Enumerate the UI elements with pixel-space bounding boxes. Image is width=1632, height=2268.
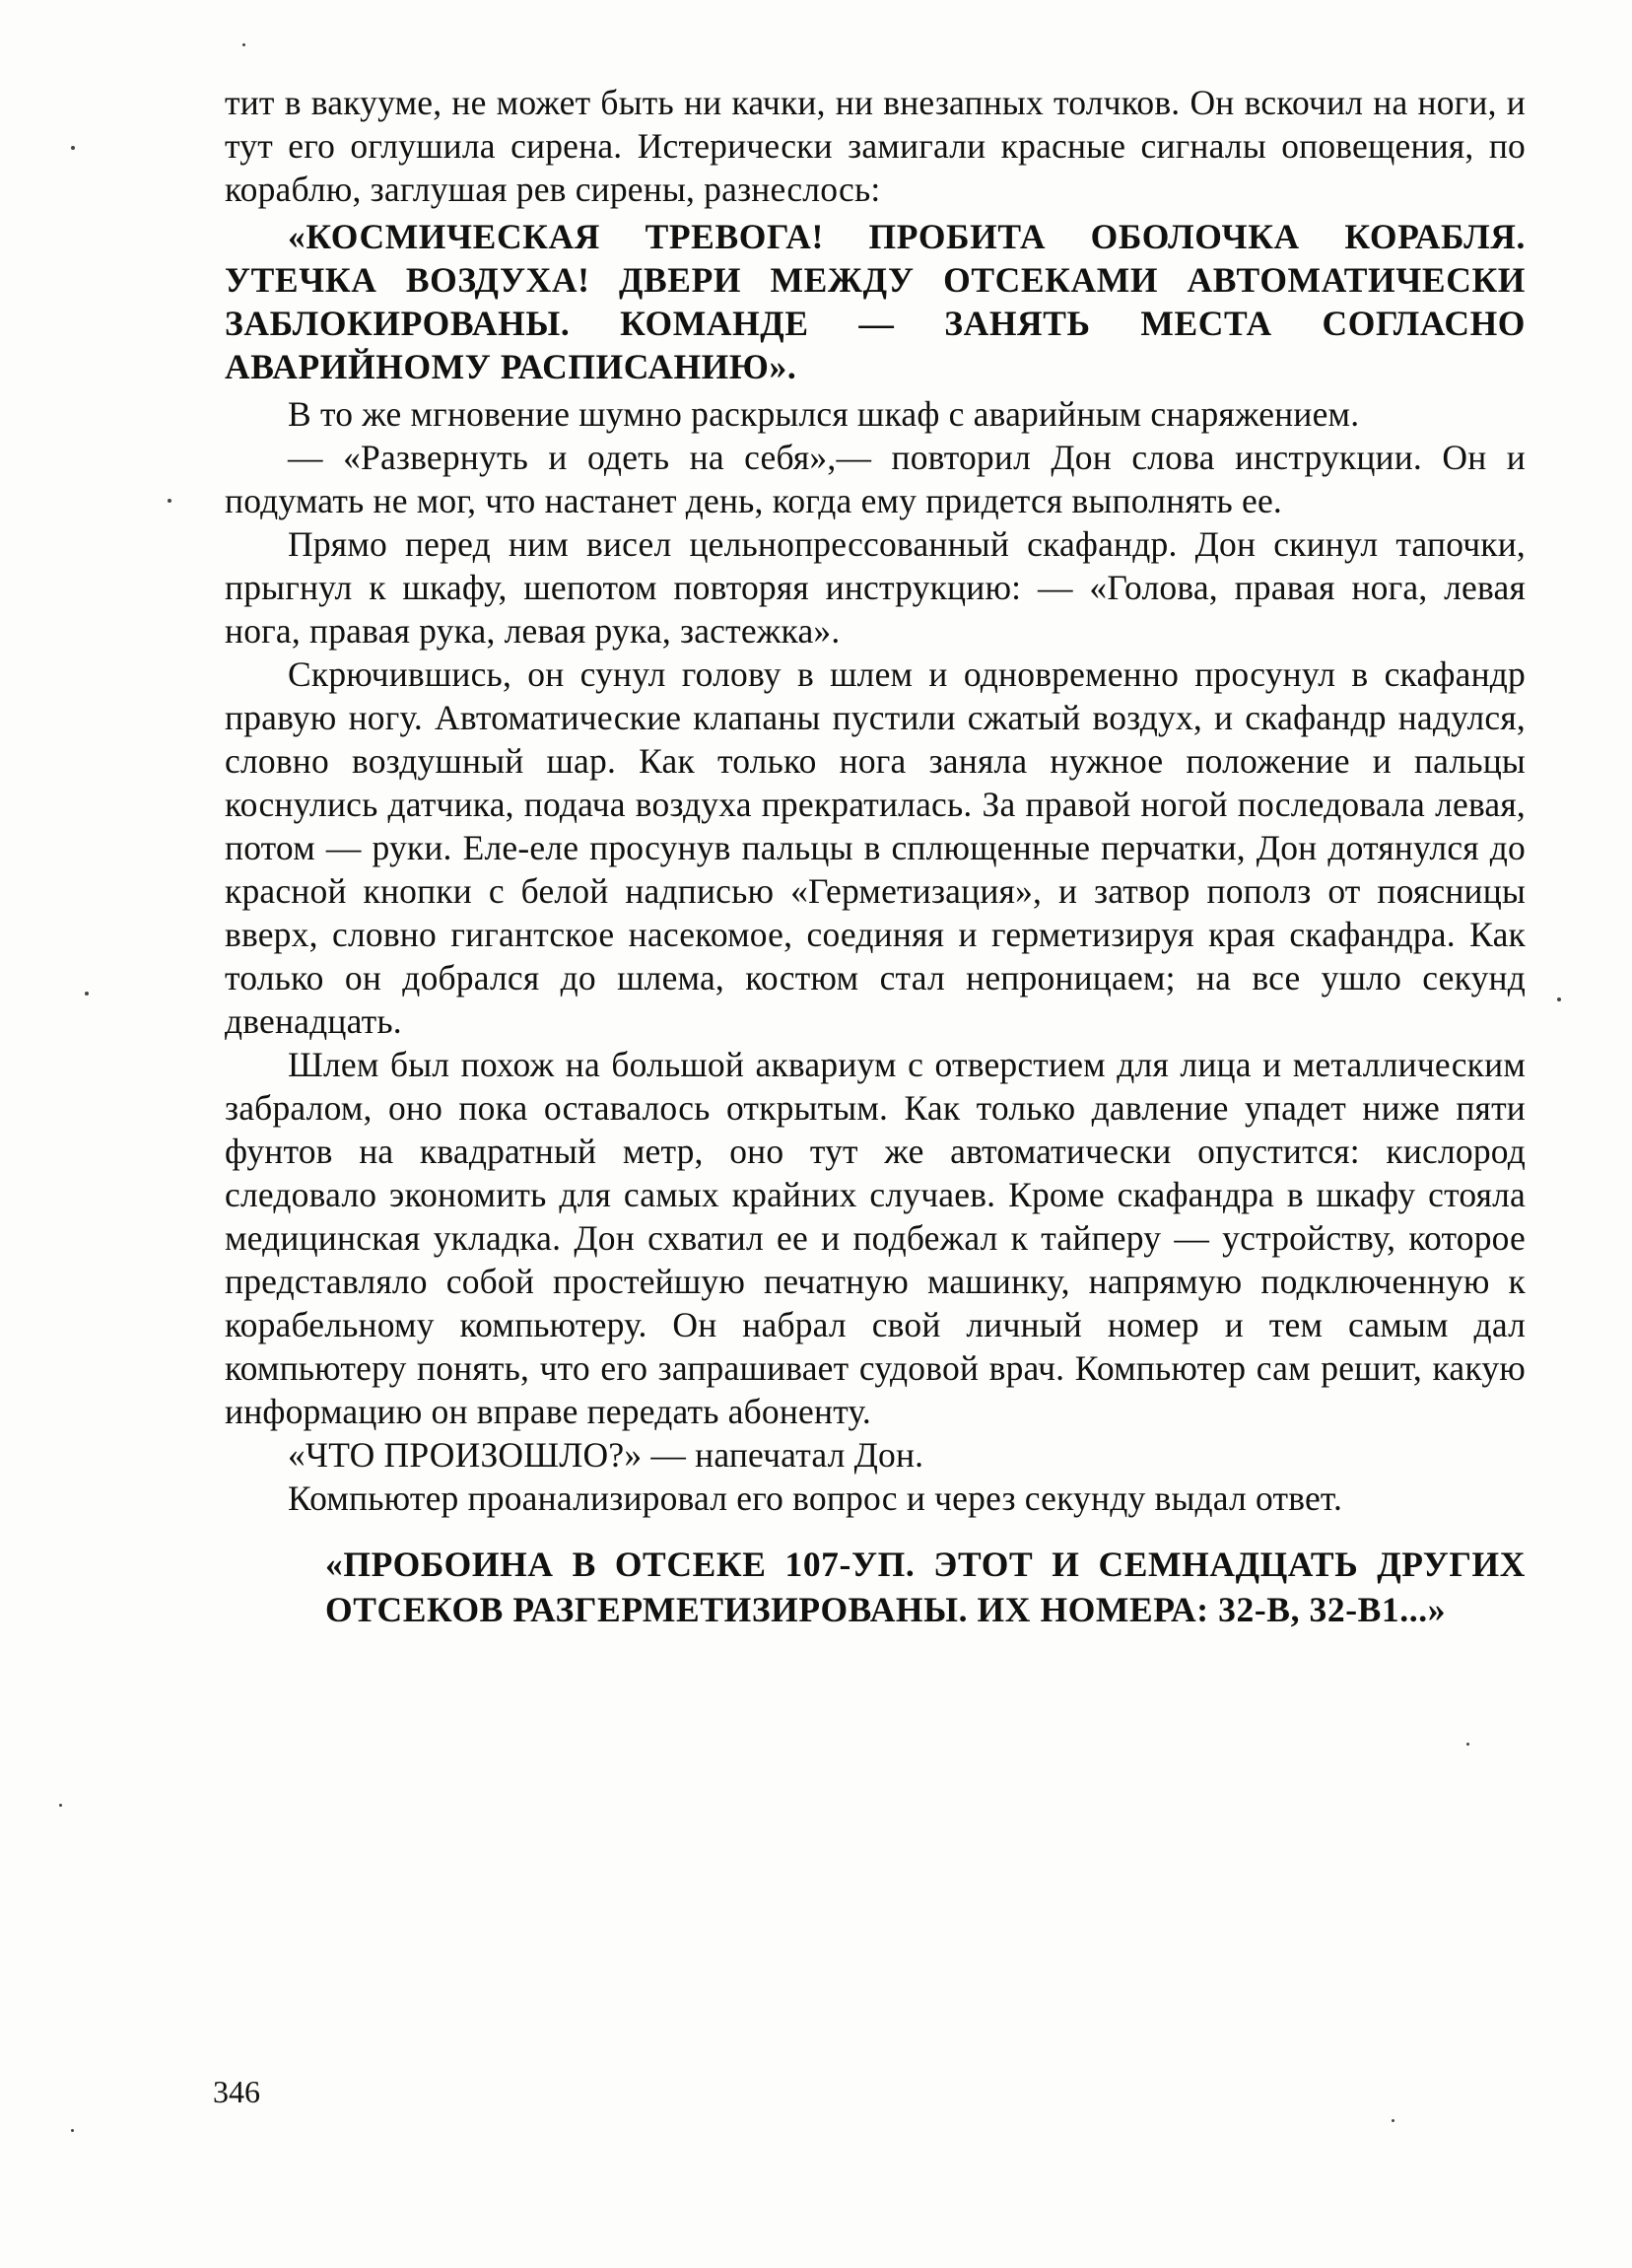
paragraph-1: тит в вакууме, не может быть ни качки, ни внезапных толчков. Он вскочил на ноги, и тут его оглушила сирена. Истерически замигали красные сигналы оповещения, по кораблю, заглушая рев сирены, разнеслось: [225,83,1526,209]
scan-speck [59,1804,62,1807]
computer-response: «ПРОБОИНА В ОТСЕКЕ 107-УП. ЭТОТ И СЕМНАДЦАТЬ ДРУГИХ ОТСЕКОВ РАЗГЕРМЕТИЗИРОВАНЫ. ИХ НОМЕРА: 32-В, 32-В1...» [325,1545,1526,1629]
scan-speck [242,43,245,46]
alarm-announcement: «КОСМИЧЕСКАЯ ТРЕВОГА! ПРОБИТА ОБОЛОЧКА КОРАБЛЯ. УТЕЧКА ВОЗДУХА! ДВЕРИ МЕЖДУ ОТСЕКАМИ АВТОМАТИЧЕСКИ ЗАБЛОКИРОВАНЫ. КОМАНДЕ — ЗАНЯТЬ МЕСТА СОГЛАСНО АВАРИЙНОМУ РАСПИСАНИЮ». [225,217,1526,386]
scan-speck [71,2129,74,2132]
paragraph-8: «ЧТО ПРОИЗОШЛО?» — напечатал Дон. [288,1435,924,1475]
body-text [225,81,1526,1632]
page-number: 346 [213,2074,260,2109]
scan-speck [71,146,75,150]
scan-speck [1392,2119,1394,2122]
scan-speck [85,992,89,996]
paragraph-4: — «Развернуть и одеть на себя»,— повторил Дон слова инструкции. Он и подумать не мог, что настанет день, когда ему придется выполнять ее. [225,438,1526,520]
paragraph-5: Прямо перед ним висел цельнопрессованный скафандр. Дон скинул тапочки, прыгнул к шкафу, шепотом повторяя инструкцию: — «Голова, правая нога, левая нога, правая рука, левая рука, застежка». [225,524,1526,651]
scan-speck [1557,997,1561,1001]
paragraph-9: Компьютер проанализировал его вопрос и через секунду выдал ответ. [288,1478,1343,1518]
scan-speck [168,499,171,503]
scan-speck [1466,1743,1469,1746]
paragraph-7: Шлем был похож на большой аквариум с отверстием для лица и металлическим забралом, оно пока оставалось открытым. Как только давление упадет ниже пяти фунтов на квадратный метр, оно тут же автоматически опустится: кислород следовало экономить для самых крайних случаев. Кроме скафандра в шкафу стояла медицинская укладка. Дон схватил ее и подбежал к тайперу — устройству, которое представляло собой простейшую печатную машинку, напрямую подключенную к корабельному компьютеру. Он набрал свой личный номер и тем самым дал компьютеру понять, что его запрашивает судовой врач. Компьютер сам решит, какую информацию он вправе передать абоненту. [225,1045,1526,1431]
paragraph-6: Скрючившись, он сунул голову в шлем и одновременно просунул в скафандр правую ногу. Автоматические клапаны пустили сжатый воздух, и скафандр надулся, словно воздушный шар. Как только нога заняла нужное положение и пальцы коснулись датчика, подача воздуха прекратилась. За правой ногой последовала левая, потом — руки. Еле-еле просунув пальцы в сплющенные перчатки, Дон дотянулся до красной кнопки с белой надписью «Герметизация», и затвор пополз от поясницы вверх, словно гигантское насекомое, соединяя и герметизируя края скафандра. Как только он добрался до шлема, костюм стал непроницаем; на все ушло секунд двенадцать. [225,654,1526,1041]
paragraph-3: В то же мгновение шумно раскрылся шкаф с аварийным снаряжением. [288,394,1360,434]
